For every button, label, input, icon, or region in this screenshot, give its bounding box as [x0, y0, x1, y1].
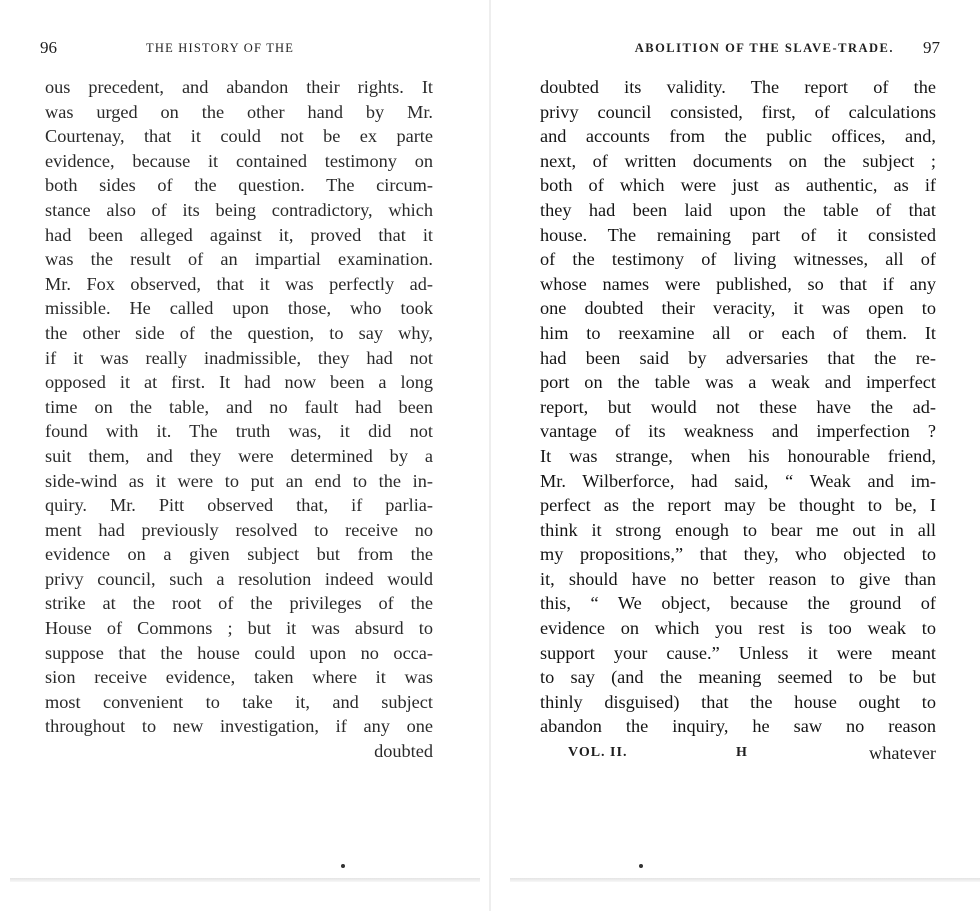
volume-mark: VOL. II. — [568, 745, 628, 760]
right-text-line: it, should have no better reason to give than — [540, 568, 936, 589]
right-running-head: ABOLITION OF THE SLAVE-TRADE. — [634, 41, 894, 55]
right-page-mark — [639, 864, 643, 868]
left-text-line: both sides of the question. The circum- — [45, 175, 433, 196]
left-text-line: House of Commons ; but it was absurd to — [45, 618, 433, 639]
left-text-line: ment had previously resolved to receive no — [45, 519, 433, 540]
left-text-line: opposed it at first. It had now been a long — [45, 372, 433, 393]
right-text-line: to say (and the meaning seemed to be but — [540, 667, 936, 688]
right-catchword: whatever — [869, 743, 936, 763]
left-text-line: most convenient to take it, and subject — [45, 691, 433, 712]
left-text-line: Mr. Fox observed, that it was perfectly ad- — [45, 273, 433, 294]
left-text-line: was urged on the other hand by Mr. — [45, 101, 433, 122]
right-text-line: next, of written documents on the subject ; — [540, 150, 936, 171]
right-page-header — [590, 38, 940, 58]
left-text-line: side-wind as it were to put an end to the in- — [45, 470, 433, 491]
right-text-line: port on the table was a weak and imperfect — [540, 372, 936, 393]
right-text-line: think it strong enough to bear me out in all — [540, 519, 936, 540]
left-text-line: time on the table, and no fault had been — [45, 396, 433, 417]
left-text-line: evidence, because it contained testimony on — [45, 150, 433, 171]
left-text-line: strike at the root of the privileges of the — [45, 593, 433, 614]
left-text-line: had been alleged against it, proved that it — [45, 224, 433, 245]
right-text-line: of the testimony of living witnesses, all of — [540, 249, 936, 270]
left-text-line: missible. He called upon those, who took — [45, 298, 433, 319]
right-text-line: doubted its validity. The report of the — [540, 77, 936, 97]
right-text-line: It was strange, when his honourable friend, — [540, 445, 936, 466]
right-text-line: abandon the inquiry, he saw no reason — [540, 716, 936, 737]
right-text-line: this, “ We object, because the ground of — [540, 593, 936, 614]
right-page-body — [540, 75, 936, 739]
right-text-line: both of which were just as authentic, as if — [540, 175, 936, 196]
right-text-line: evidence on which you rest is too weak to — [540, 618, 936, 639]
left-page-bottom-edge — [10, 878, 480, 882]
left-text-line: evidence on a given subject but from the — [45, 544, 433, 565]
right-text-line: support your cause.” Unless it were meant — [540, 642, 936, 663]
right-text-line: thinly disguised) that the house ought to — [540, 691, 936, 712]
right-text-line: my propositions,” that they, who objected to — [540, 544, 936, 565]
left-page-header — [40, 38, 440, 58]
left-text-line: if it was really inadmissible, they had not — [45, 347, 433, 368]
left-text-line: sion receive evidence, taken where it was — [45, 667, 433, 688]
left-text-line: suppose that the house could upon no occa- — [45, 642, 433, 663]
right-page-number: 97 — [923, 38, 940, 57]
right-page-bottom-edge — [510, 878, 980, 882]
right-text-line: one doubted their veracity, it was open to — [540, 298, 936, 319]
left-page-number: 96 — [40, 38, 57, 57]
left-text-line: suit them, and they were determined by a — [45, 445, 433, 466]
left-text-line: stance also of its being contradictory, which — [45, 199, 433, 220]
left-catchword: doubted — [374, 741, 433, 762]
left-running-head: THE HISTORY OF THE — [146, 41, 295, 55]
left-page-body — [45, 75, 433, 764]
right-text-line: perfect as the report may be thought to be, I — [540, 495, 936, 516]
left-text-line: Courtenay, that it could not be ex parte — [45, 126, 433, 147]
signature-mark: H — [736, 745, 748, 760]
left-page-mark — [341, 864, 345, 868]
right-text-line: privy council consisted, first, of calculations — [540, 101, 936, 122]
left-text-line: ous precedent, and abandon their rights. It — [45, 77, 433, 97]
right-text-line: Mr. Wilberforce, had said, “ Weak and im- — [540, 470, 936, 491]
left-text-line: the other side of the question, to say why, — [45, 322, 433, 343]
right-page — [490, 0, 980, 911]
right-text-line: him to reexamine all or each of them. It — [540, 322, 936, 343]
left-text-line: throughout to new investigation, if any one — [45, 716, 433, 737]
left-text-line: was the result of an impartial examination. — [45, 249, 433, 270]
right-text-line: had been said by adversaries that the re- — [540, 347, 936, 368]
right-page-footer — [568, 745, 936, 767]
right-text-line: whose names were published, so that if any — [540, 273, 936, 294]
right-text-line: vantage of its weakness and imperfection ? — [540, 421, 936, 442]
left-text-line: privy council, such a resolution indeed would — [45, 568, 433, 589]
right-text-line: they had been laid upon the table of that — [540, 199, 936, 220]
right-text-line: report, but would not these have the ad- — [540, 396, 936, 417]
left-text-line: quiry. Mr. Pitt observed that, if parlia- — [45, 495, 433, 516]
right-text-line: house. The remaining part of it consisted — [540, 224, 936, 245]
right-text-line: and accounts from the public offices, and, — [540, 126, 936, 147]
left-text-line: found with it. The truth was, it did not — [45, 421, 433, 442]
